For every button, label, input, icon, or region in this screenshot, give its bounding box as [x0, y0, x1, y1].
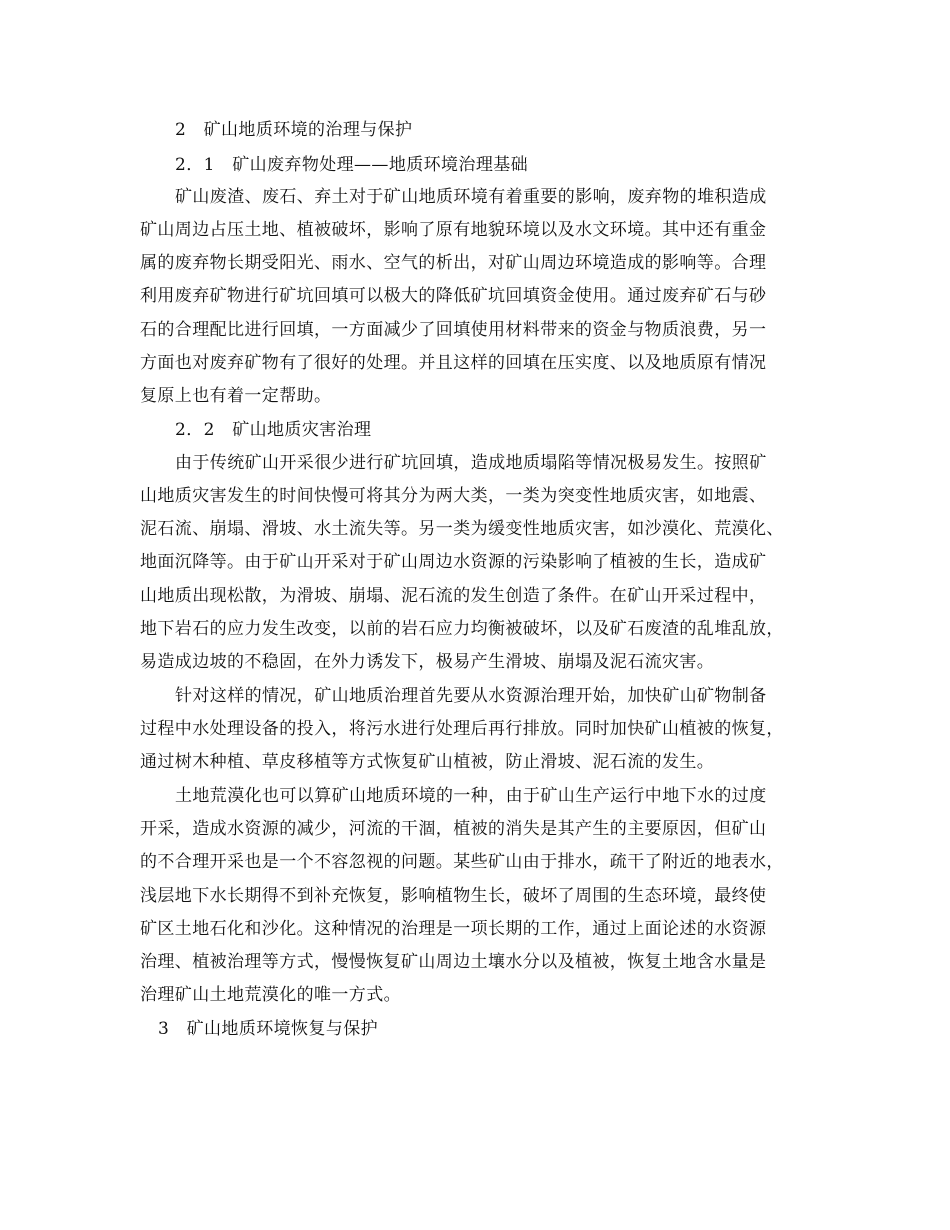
paragraph-line: 开采，造成水资源的减少，河流的干涸，植被的消失是其产生的主要原因，但矿山 [140, 819, 767, 839]
paragraph-line: 山地质灾害发生的时间快慢可将其分为两大类，一类为突变性地质灾害，如地震、 [140, 486, 767, 506]
subsection-heading: 2．1 矿山废弃物处理——地质环境治理基础 [175, 155, 529, 175]
paragraph-line: 地下岩石的应力发生改变，以前的岩石应力均衡被破坏，以及矿石废渣的乱堆乱放， [140, 619, 784, 639]
paragraph-line: 地面沉降等。由于矿山开采对于矿山周边水资源的污染影响了植被的生长，造成矿 [140, 552, 767, 572]
paragraph-line: 易造成边坡的不稳固，在外力诱发下，极易产生滑坡、崩塌及泥石流灾害。 [140, 652, 715, 672]
subsection-heading: 2．2 矿山地质灾害治理 [175, 420, 372, 440]
paragraph-line: 的不合理开采也是一个不容忽视的问题。某些矿山由于排水，疏干了附近的地表水， [140, 852, 784, 872]
paragraph-line: 属的废弃物长期受阳光、雨水、空气的析出，对矿山周边环境造成的影响等。合理 [140, 253, 767, 273]
paragraph-line: 土地荒漠化也可以算矿山地质环境的一种，由于矿山生产运行中地下水的过度 [175, 786, 767, 806]
paragraph-line: 针对这样的情况，矿山地质治理首先要从水资源治理开始，加快矿山矿物制备 [175, 686, 767, 706]
paragraph-line: 利用废弃矿物进行矿坑回填可以极大的降低矿坑回填资金使用。通过废弃矿石与砂 [140, 286, 767, 306]
paragraph-line: 矿区土地石化和沙化。这种情况的治理是一项长期的工作，通过上面论述的水资源 [140, 919, 767, 939]
paragraph-line: 复原上也有着一定帮助。 [140, 386, 332, 406]
paragraph-line: 治理、植被治理等方式，慢慢恢复矿山周边土壤水分以及植被，恢复土地含水量是 [140, 952, 767, 972]
paragraph-line: 矿山周边占压土地、植被破坏，影响了原有地貌环境以及水文环境。其中还有重金 [140, 220, 767, 240]
paragraph-line: 浅层地下水长期得不到补充恢复，影响植物生长，破坏了周围的生态环境，最终使 [140, 886, 767, 906]
section-heading: 3 矿山地质环境恢复与保护 [158, 1019, 379, 1039]
paragraph-line: 矿山废渣、废石、弃土对于矿山地质环境有着重要的影响，废弃物的堆积造成 [175, 187, 767, 207]
paragraph-line: 山地质出现松散，为滑坡、崩塌、泥石流的发生创造了条件。在矿山开采过程中， [140, 586, 767, 606]
paragraph-line: 泥石流、崩塌、滑坡、水土流失等。另一类为缓变性地质灾害，如沙漠化、荒漠化、 [140, 519, 784, 539]
paragraph-line: 方面也对废弃矿物有了很好的处理。并且这样的回填在压实度、以及地质原有情况 [140, 353, 767, 373]
paragraph-line: 过程中水处理设备的投入，将污水进行处理后再行排放。同时加快矿山植被的恢复， [140, 719, 784, 739]
paragraph-line: 治理矿山土地荒漠化的唯一方式。 [140, 985, 401, 1005]
paragraph-line: 石的合理配比进行回填，一方面减少了回填使用材料带来的资金与物质浪费，另一 [140, 320, 767, 340]
section-heading: 2 矿山地质环境的治理与保护 [175, 120, 413, 140]
paragraph-line: 由于传统矿山开采很少进行矿坑回填，造成地质塌陷等情况极易发生。按照矿 [175, 453, 767, 473]
paragraph-line: 通过树木种植、草皮移植等方式恢复矿山植被，防止滑坡、泥石流的发生。 [140, 752, 715, 772]
